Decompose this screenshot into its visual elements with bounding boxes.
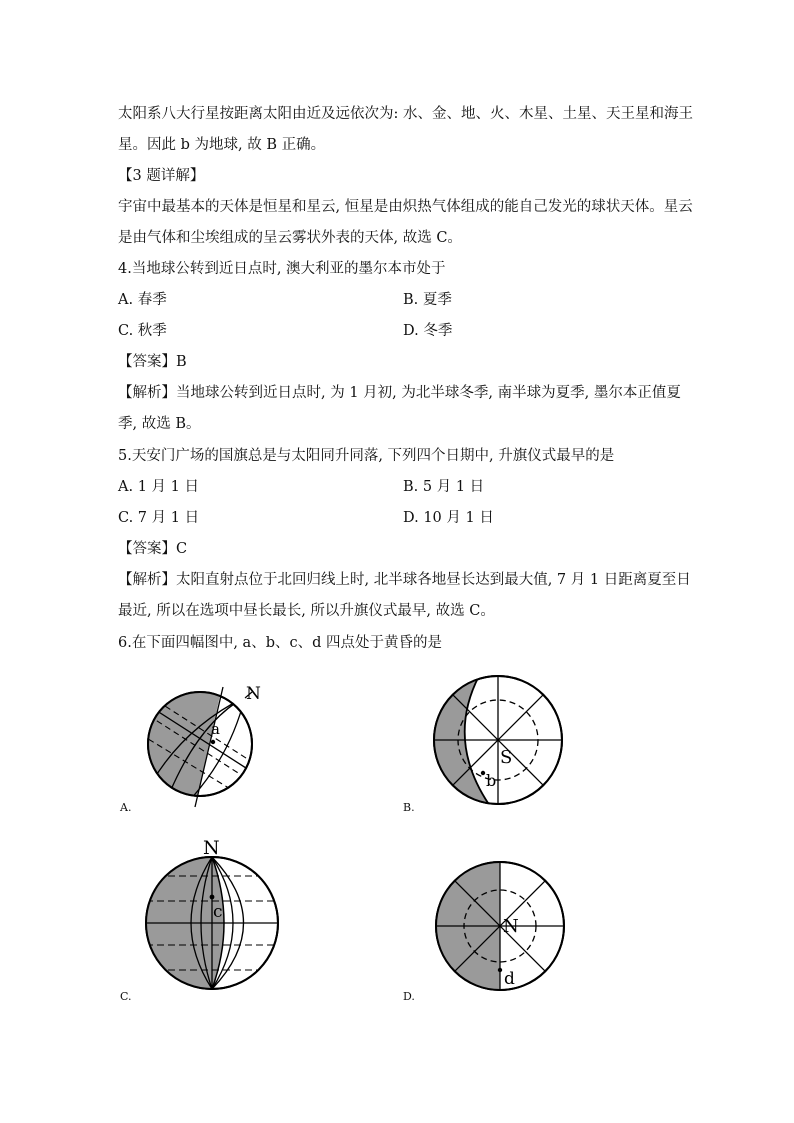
q5-answer: 【答案】C bbox=[118, 541, 188, 557]
figure-c-globe bbox=[140, 833, 280, 1001]
q4-option-a: A. 春季 bbox=[118, 292, 167, 308]
q5-option-c: C. 7 月 1 日 bbox=[118, 510, 200, 526]
q3-line-1: 宇宙中最基本的天体是恒星和星云, 恒星是由炽热气体组成的能自己发光的球状天体。星云 bbox=[118, 199, 693, 215]
figure-d-point-label: d bbox=[504, 969, 515, 989]
figure-d-caption: D. bbox=[403, 990, 415, 1003]
q4-option-d: D. 冬季 bbox=[403, 323, 453, 339]
q5-analysis-line-2: 最近, 所以在选项中昼长最长, 所以升旗仪式最早, 故选 C。 bbox=[118, 603, 495, 619]
q5-option-a: A. 1 月 1 日 bbox=[118, 479, 199, 495]
figure-a-globe bbox=[140, 682, 275, 810]
q5-question: 5.天安门广场的国旗总是与太阳同升同落, 下列四个日期中, 升旗仪式最早的是 bbox=[118, 448, 615, 464]
figure-d-pole-label: N bbox=[503, 916, 519, 937]
figure-b-polar-view bbox=[430, 670, 570, 810]
q3-header: 【3 题详解】 bbox=[118, 168, 205, 184]
q5-analysis-line-1: 【解析】太阳直射点位于北回归线上时, 北半球各地昼长达到最大值, 7 月 1 日距离夏至日 bbox=[118, 572, 691, 588]
figure-b-point-label: b bbox=[486, 771, 497, 790]
q4-analysis-line-1: 【解析】当地球公转到近日点时, 为 1 月初, 为北半球冬季, 南半球为夏季, 墨尔本正值夏 bbox=[118, 385, 681, 401]
q4-question: 4.当地球公转到近日点时, 澳大利亚的墨尔本市处于 bbox=[118, 261, 446, 277]
q5-option-b: B. 5 月 1 日 bbox=[403, 479, 485, 495]
figure-a-caption: A. bbox=[120, 801, 132, 814]
q4-option-c: C. 秋季 bbox=[118, 323, 167, 339]
q3-line-2: 是由气体和尘埃组成的呈云雾状外表的天体, 故选 C。 bbox=[118, 230, 462, 246]
figure-d-polar-view bbox=[430, 855, 570, 997]
q4-analysis-line-2: 季, 故选 B。 bbox=[118, 416, 201, 432]
figure-b-caption: B. bbox=[403, 801, 415, 814]
figure-c-point-label: c bbox=[213, 902, 223, 922]
figure-c-pole-label: N bbox=[203, 837, 220, 859]
q4-answer: 【答案】B bbox=[118, 354, 187, 370]
intro-line-2: 星。因此 b 为地球, 故 B 正确。 bbox=[118, 137, 326, 153]
q4-option-b: B. 夏季 bbox=[403, 292, 452, 308]
intro-line-1: 太阳系八大行星按距离太阳由近及远依次为: 水、金、地、火、木星、土星、天王星和海王 bbox=[118, 106, 693, 122]
figure-c-caption: C. bbox=[120, 990, 132, 1003]
figure-a-pole-label: N bbox=[246, 684, 261, 704]
q6-question: 6.在下面四幅图中, a、b、c、d 四点处于黄昏的是 bbox=[118, 635, 442, 651]
q5-option-d: D. 10 月 1 日 bbox=[403, 510, 494, 526]
figure-a-point-label: a bbox=[211, 720, 220, 738]
figure-b-pole-label: S bbox=[500, 747, 513, 768]
